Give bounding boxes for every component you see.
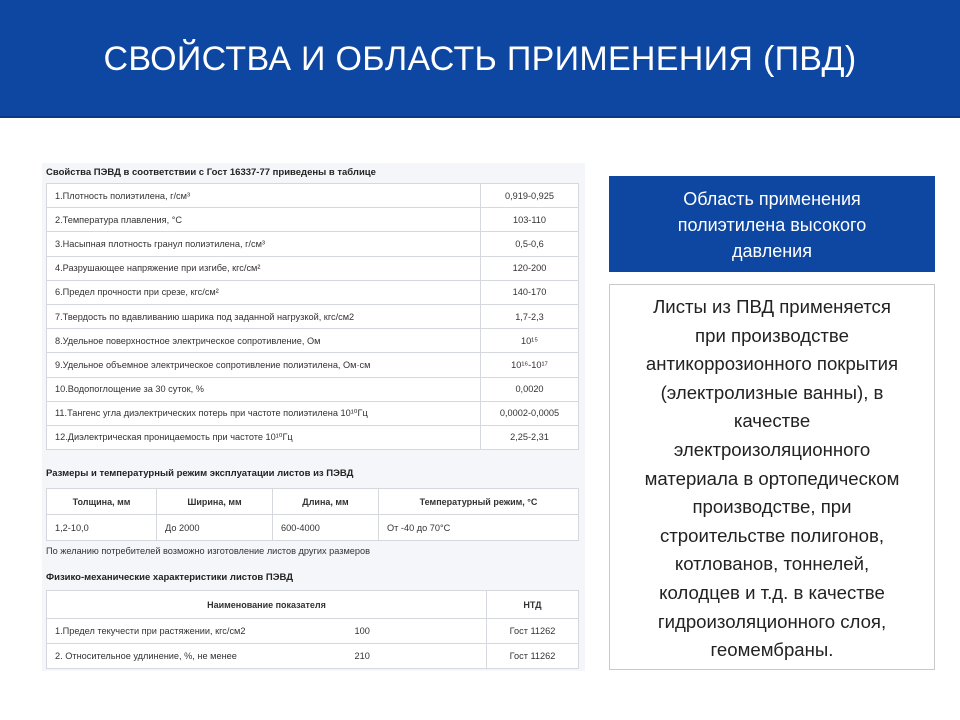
mech-ntd: Гост 11262 xyxy=(487,644,579,669)
property-value: 120-200 xyxy=(481,256,579,280)
property-name: 3.Насыпная плотность гранул полиэтилена, г/см³ xyxy=(47,232,481,256)
property-value: 1,7-2,3 xyxy=(481,304,579,328)
property-value: 0,0020 xyxy=(481,377,579,401)
property-value: 103-110 xyxy=(481,208,579,232)
description-line: котлованов, тоннелей, xyxy=(674,553,870,575)
application-description xyxy=(609,284,935,670)
sizes-temperature: От -40 до 70°C xyxy=(379,515,579,541)
description-line: материала в ортопедическом xyxy=(644,467,900,489)
sizes-width: До 2000 xyxy=(157,515,273,541)
sizes-header-temperature: Температурный режим, °C xyxy=(379,489,579,515)
property-value: 10¹⁶-10¹⁷ xyxy=(481,353,579,377)
property-value: 0,5-0,6 xyxy=(481,232,579,256)
table-row xyxy=(47,619,579,644)
sizes-row xyxy=(47,515,579,541)
description-line: строительстве полигонов, xyxy=(659,524,885,546)
table-row xyxy=(47,232,579,256)
mech-name: 2. Относительное удлинение, %, не менее xyxy=(47,644,347,669)
property-name: 11.Тангенс угла диэлектрических потерь при частоте полиэтилена 10¹⁰Гц xyxy=(47,401,481,425)
properties-table xyxy=(46,183,579,450)
description-line: (электролизные ванны), в xyxy=(660,381,884,403)
mech-header-ntd: НТД xyxy=(487,591,579,619)
property-name: 8.Удельное поверхностное электрическое сопротивление, Ом xyxy=(47,329,481,353)
mech-title: Физико-механические характеристики листов ПЭВД xyxy=(46,572,293,583)
description-line: электроизоляционного xyxy=(673,438,871,460)
description-line: гидроизоляционного слоя, xyxy=(657,610,887,632)
description-line: качестве xyxy=(733,410,811,432)
property-value: 0,0002-0,0005 xyxy=(481,401,579,425)
application-title-line: полиэтилена высокого xyxy=(677,215,867,235)
mech-header-name: Наименование показателя xyxy=(47,591,487,619)
sizes-length: 600-4000 xyxy=(273,515,379,541)
sizes-header-length: Длина, мм xyxy=(273,489,379,515)
property-name: 4.Разрушающее напряжение при изгибе, кгс/см² xyxy=(47,256,481,280)
application-title-line: Область применения xyxy=(683,189,861,209)
table-row xyxy=(47,377,579,401)
description-line: Листы из ПВД применяется xyxy=(653,296,891,317)
property-value: 0,919-0,925 xyxy=(481,184,579,208)
description-line: производстве, при xyxy=(692,496,852,518)
table-row xyxy=(47,329,579,353)
property-name: 9.Удельное объемное электрическое сопротивление полиэтилена, Ом·см xyxy=(47,353,481,377)
table-row xyxy=(47,304,579,328)
application-title-box xyxy=(609,176,935,272)
mech-ntd: Гост 11262 xyxy=(487,619,579,644)
table-row xyxy=(47,401,579,425)
sizes-table xyxy=(46,488,579,541)
sizes-header-width: Ширина, мм xyxy=(157,489,273,515)
application-title-line: давления xyxy=(732,241,812,261)
sizes-title: Размеры и температурный режим эксплуатации листов из ПЭВД xyxy=(46,468,354,479)
description-line: антикоррозионного покрытия xyxy=(645,353,899,375)
property-name: 2.Температура плавления, °C xyxy=(47,208,481,232)
sizes-thickness: 1,2-10,0 xyxy=(47,515,157,541)
property-name: 7.Твердость по вдавливанию шарика под заданной нагрузкой, кгс/см2 xyxy=(47,304,481,328)
table-row xyxy=(47,644,579,669)
description-line: колодцев и т.д. в качестве xyxy=(659,581,885,603)
table-row xyxy=(47,280,579,304)
property-value: 2,25-2,31 xyxy=(481,425,579,449)
property-name: 12.Диэлектрическая проницаемость при частоте 10¹⁰Гц xyxy=(47,425,481,449)
sizes-header-row xyxy=(47,489,579,515)
mech-value: 100 xyxy=(347,619,487,644)
sizes-note: По желанию потребителей возможно изготовление листов других размеров xyxy=(46,546,371,556)
property-value: 140-170 xyxy=(481,280,579,304)
slide-title: СВОЙСТВА И ОБЛАСТЬ ПРИМЕНЕНИЯ (ПВД) xyxy=(103,40,857,78)
table-row xyxy=(47,184,579,208)
description-line: при производстве xyxy=(695,324,849,346)
mech-name: 1.Предел текучести при растяжении, кгс/см2 xyxy=(47,619,347,644)
property-value: 10¹⁵ xyxy=(481,329,579,353)
mech-value: 210 xyxy=(347,644,487,669)
mech-header-row xyxy=(47,591,579,619)
description-line: геомембраны. xyxy=(710,639,834,661)
table-row xyxy=(47,425,579,449)
property-name: 1.Плотность полиэтилена, г/см³ xyxy=(47,184,481,208)
properties-title: Свойства ПЭВД в соответствии с Гост 16337-77 приведены в таблице xyxy=(46,167,376,178)
table-row xyxy=(47,353,579,377)
mech-table xyxy=(46,590,579,669)
property-name: 6.Предел прочности при срезе, кгс/см² xyxy=(47,280,481,304)
table-row xyxy=(47,208,579,232)
properties-document xyxy=(42,163,585,671)
property-name: 10.Водопоглощение за 30 суток, % xyxy=(47,377,481,401)
table-row xyxy=(47,256,579,280)
slide-header xyxy=(0,0,960,118)
sizes-header-thickness: Толщина, мм xyxy=(47,489,157,515)
